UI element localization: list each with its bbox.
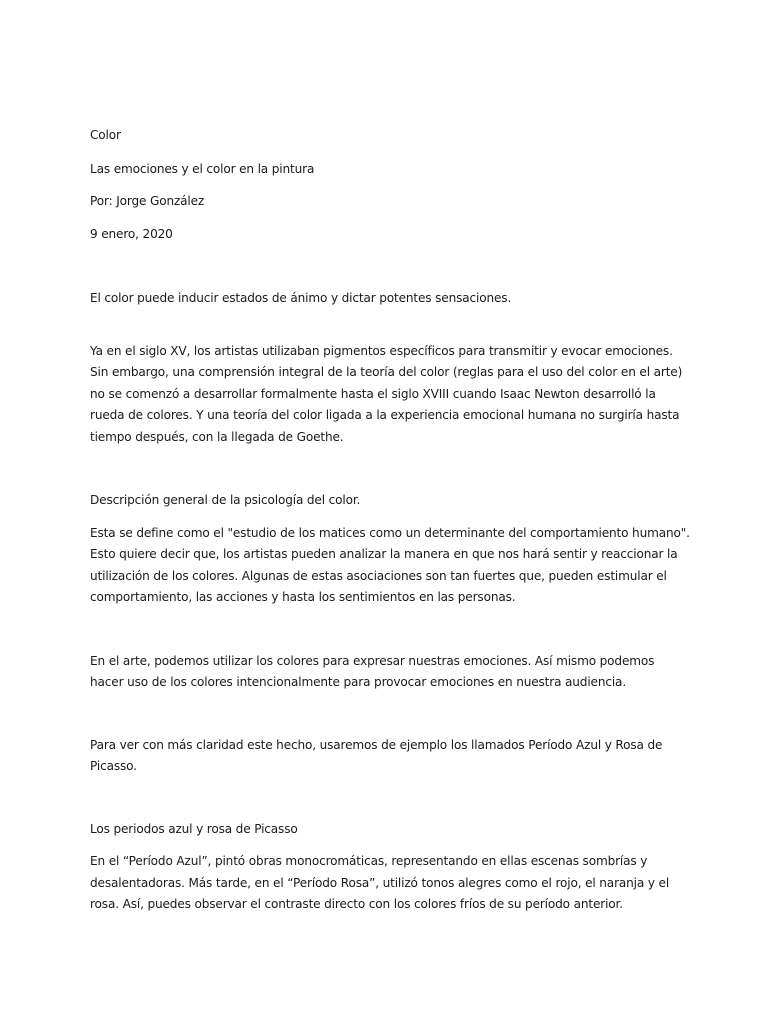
document-title: Color bbox=[90, 128, 121, 142]
section-heading-psychology: Descripción general de la psicología del color. bbox=[90, 493, 361, 507]
picasso-periods-paragraph: En el “Período Azul”, pintó obras monocromáticas, representando en ellas escenas sombrías y desalentadoras. Más tarde, en el “Período Rosa”, utilizó tonos alegres como el rojo, el naranja y el rosa. Así, puedes observar el contraste directo con los colores fríos de su período anterior. bbox=[90, 854, 670, 911]
art-emotions-paragraph: En el arte, podemos utilizar los colores para expresar nuestras emociones. Así mismo podemos hacer uso de los colores intencionalmente para provocar emociones en nuestra audiencia. bbox=[90, 653, 655, 689]
picasso-intro-paragraph: Para ver con más claridad este hecho, usaremos de ejemplo los llamados Período Azul y Rosa de Picasso. bbox=[90, 737, 663, 773]
intro-paragraph: El color puede inducir estados de ánimo y dictar potentes sensaciones. bbox=[90, 291, 512, 305]
document-author: Por: Jorge González bbox=[90, 194, 205, 208]
psychology-paragraph: Esta se define como el "estudio de los matices como un determinante del comportamiento humano". Esto quiere decir que, los artistas pueden analizar la manera en que nos hará sentir y reaccionar la utilización de los colores. Algunas de estas asociaciones son tan fuertes que, pueden estimular el comportamiento, las acciones y hasta los sentimientos en las personas. bbox=[90, 525, 690, 604]
section-heading-picasso: Los periodos azul y rosa de Picasso bbox=[90, 821, 298, 836]
history-paragraph: Ya en el siglo XV, los artistas utilizaban pigmentos específicos para transmitir y evocar emociones. Sin embargo, una comprensión integral de la teoría del color (reglas para el uso del color en el arte) no se comenzó a desarrollar formalmente hasta el siglo XVIII cuando Isaac Newton desarrolló la rueda de colores. Y una teoría del color ligada a la experiencia emocional humana no surgiría hasta tiempo después, con la llegada de Goethe. bbox=[90, 343, 683, 444]
document-date: 9 enero, 2020 bbox=[90, 226, 173, 241]
document-body bbox=[90, 125, 690, 916]
document-subtitle: Las emociones y el color en la pintura bbox=[90, 161, 315, 176]
